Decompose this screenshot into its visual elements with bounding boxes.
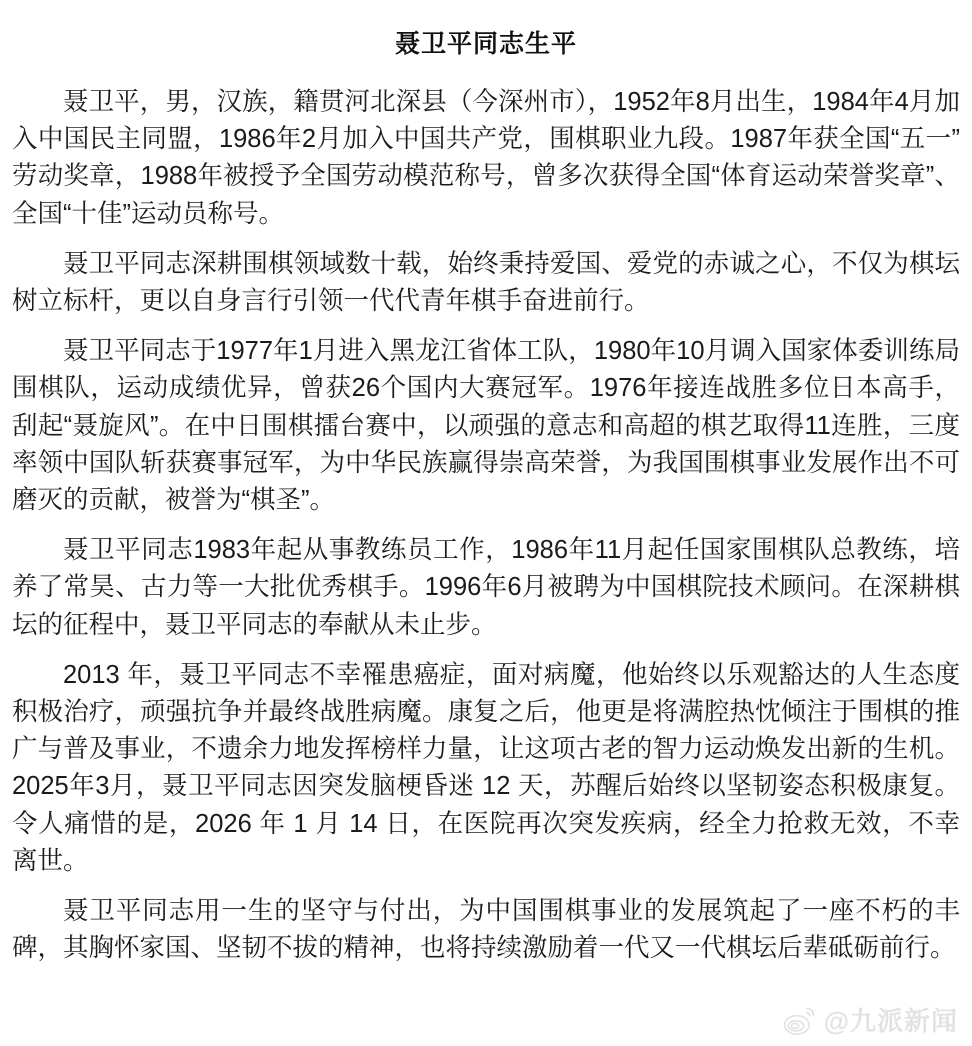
weibo-logo-icon [783,1006,817,1036]
document-body [0,84,972,967]
page-title: 聂卫平同志生平 [394,30,577,58]
paragraph-4: 聂卫平同志1983年起从事教练员工作，1986年11月起任国家围棋队总教练，培养了常昊、古力等一大批优秀棋手。1996年6月被聘为中国棋院技术顾问。在深耕棋坛的征程中，聂卫平同志的奉献从未止步。 [12,536,960,639]
paragraph-5: 2013 年，聂卫平同志不幸罹患癌症，面对病魔，他始终以乐观豁达的人生态度积极治疗，顽强抗争并最终战胜病魔。康复之后，他更是将满腔热忱倾注于围棋的推广与普及事业，不遗余力地发挥榜样力量，让这项古老的智力运动焕发出新的生机。2025年3月，聂卫平同志因突发脑梗昏迷 12 天，苏醒后始终以坚韧姿态积极康复。令人痛惜的是，2026 年 1 月 14 日，在医院再次突发疾病，经全力抢救无效，不幸离世。 [12,660,960,875]
paragraph-1: 聂卫平，男，汉族，籍贯河北深县（今深州市），1952年8月出生，1984年4月加入中国民主同盟，1986年2月加入中国共产党，围棋职业九段。1987年获全国“五一”劳动奖章，1988年被授予全国劳动模范称号，曾多次获得全国“体育运动荣誉奖章”、全国“十佳”运动员称号。 [12,88,960,228]
watermark-handle: @九派新闻 [823,1006,958,1036]
paragraph-3: 聂卫平同志于1977年1月进入黑龙江省体工队，1980年10月调入国家体委训练局围棋队，运动成绩优异，曾获26个国内大赛冠军。1976年接连战胜多位日本高手，刮起“聂旋风”。在中日围棋擂台赛中，以顽强的意志和高超的棋艺取得11连胜，三度率领中国队斩获赛事冠军，为中华民族赢得崇高荣誉，为我国围棋事业发展作出不可磨灭的贡献，被誉为“棋圣”。 [12,337,960,515]
paragraph-2: 聂卫平同志深耕围棋领域数十载，始终秉持爱国、爱党的赤诚之心，不仅为棋坛树立标杆，更以自身言行引领一代代青年棋手奋进前行。 [12,249,960,316]
watermark [783,1006,958,1036]
paragraph-6: 聂卫平同志用一生的坚守与付出，为中国围棋事业的发展筑起了一座不朽的丰碑，其胸怀家国、坚韧不拔的精神，也将持续激励着一代又一代棋坛后辈砥砺前行。 [12,897,960,963]
